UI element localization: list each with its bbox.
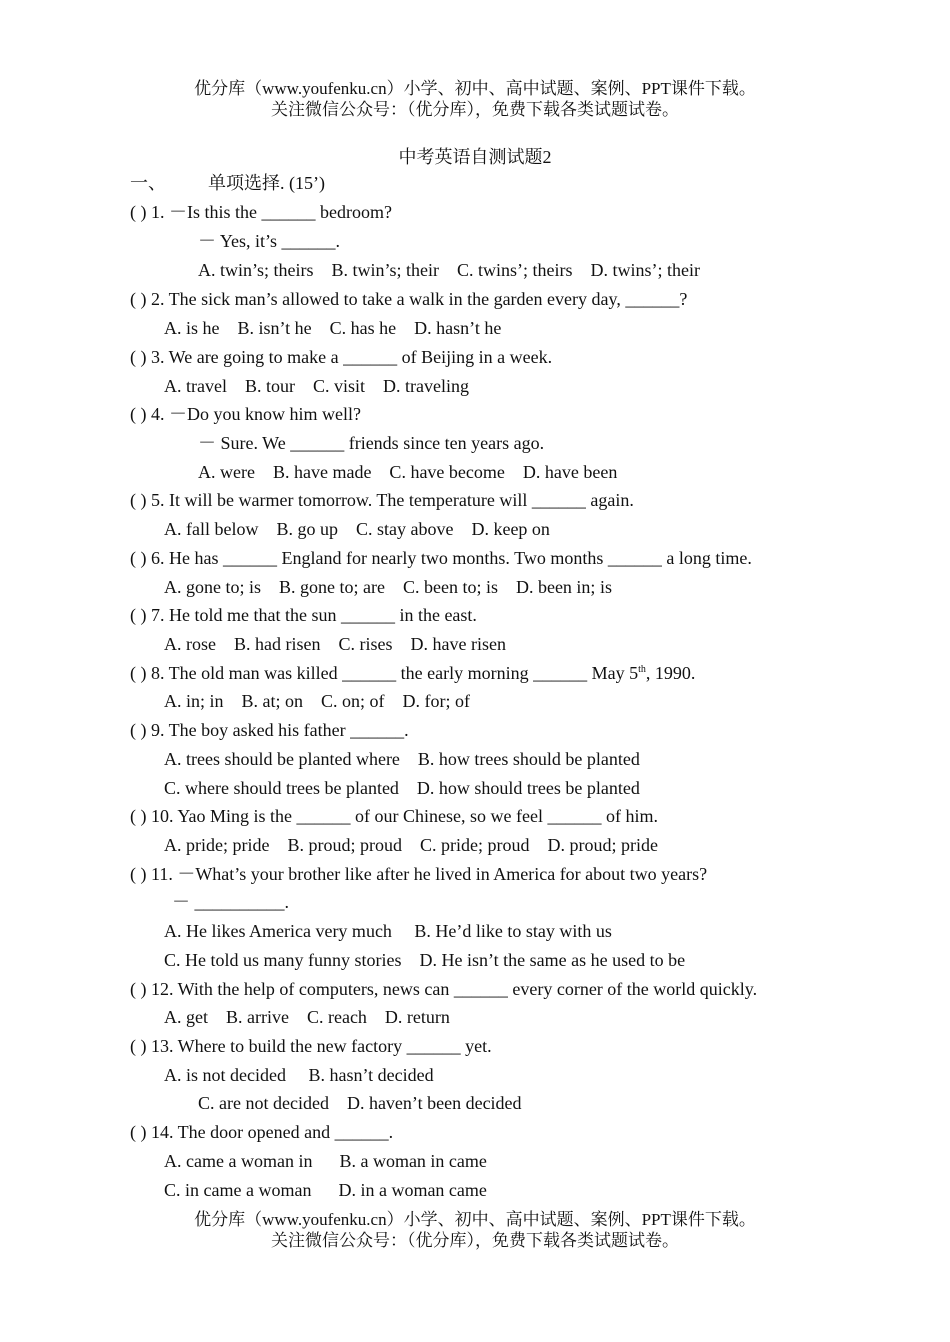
question-11-options: A. He likes America very much B. He’d like to stay with us	[164, 921, 612, 941]
question-12-options: A. get B. arrive C. reach D. return	[164, 1007, 450, 1027]
question-1-dialog: － Yes, it’s ______.	[198, 231, 341, 251]
section-number: 一、	[130, 173, 166, 193]
question-11-stem: ( ) 11. －What’s your brother like after he lived in America for about two years?	[130, 864, 708, 884]
question-4-dialog: － Sure. We ______ friends since ten years ago.	[198, 433, 545, 453]
question-9-options-2: C. where should trees be planted D. how should trees be planted	[164, 778, 640, 798]
question-7-options: A. rose B. had risen C. rises D. have risen	[164, 634, 506, 654]
question-11-dialog: － __________.	[172, 892, 289, 912]
question-12-stem: ( ) 12. With the help of computers, news can ______ every corner of the world quickly.	[130, 979, 758, 999]
question-10-stem: ( ) 10. Yao Ming is the ______ of our Chinese, so we feel ______ of him.	[130, 806, 658, 826]
question-6-stem: ( ) 6. He has ______ England for nearly two months. Two months ______ a long time.	[130, 548, 752, 568]
footer-line-2: 关注微信公众号：（优分库），免费下载各类试题试卷。	[271, 1231, 679, 1250]
page-title: 中考英语自测试题2	[398, 147, 552, 167]
question-9-stem: ( ) 9. The boy asked his father ______.	[130, 720, 409, 740]
question-5-stem: ( ) 5. It will be warmer tomorrow. The temperature will ______ again.	[130, 490, 634, 510]
question-14-options: A. came a woman in B. a woman in came	[164, 1151, 487, 1171]
question-4-options: A. were B. have made C. have become D. have been	[198, 462, 618, 482]
question-8-stem-main: ( ) 8. The old man was killed ______ the early morning ______ May 5	[130, 663, 639, 683]
question-8-stem-tail: , 1990.	[645, 663, 696, 683]
question-1-options: A. twin’s; theirs B. twin’s; their C. twins’; theirs D. twins’; their	[198, 260, 700, 280]
question-6-options: A. gone to; is B. gone to; are C. been to; is D. been in; is	[164, 577, 612, 597]
question-11-options-2: C. He told us many funny stories D. He isn’t the same as he used to be	[164, 950, 686, 970]
footer-line-1: 优分库（www.youfenku.cn）小学、初中、高中试题、案例、PPT课件下载。	[194, 1210, 756, 1229]
header-line-2: 关注微信公众号：（优分库），免费下载各类试题试卷。	[271, 100, 679, 119]
question-9-options: A. trees should be planted where B. how trees should be planted	[164, 749, 640, 769]
question-14-options-2: C. in came a woman D. in a woman came	[164, 1180, 487, 1200]
question-1-stem: ( ) 1. －Is this the ______ bedroom?	[130, 202, 392, 222]
header-line-1: 优分库（www.youfenku.cn）小学、初中、高中试题、案例、PPT课件下载。	[194, 79, 756, 98]
section-label: 单项选择. (15’)	[208, 173, 325, 193]
question-13-stem: ( ) 13. Where to build the new factory ______ yet.	[130, 1036, 492, 1056]
question-10-options: A. pride; pride B. proud; proud C. pride; proud D. proud; pride	[164, 835, 658, 855]
question-3-options: A. travel B. tour C. visit D. traveling	[164, 376, 469, 396]
question-8-stem	[130, 662, 695, 684]
question-2-stem: ( ) 2. The sick man’s allowed to take a walk in the garden every day, ______?	[130, 289, 688, 309]
question-8-superscript: th	[638, 664, 646, 675]
question-4-stem: ( ) 4. －Do you know him well?	[130, 404, 361, 424]
question-2-options: A. is he B. isn’t he C. has he D. hasn’t he	[164, 318, 502, 338]
question-13-options-2: C. are not decided D. haven’t been decided	[198, 1093, 522, 1113]
question-8-options: A. in; in B. at; on C. on; of D. for; of	[164, 691, 470, 711]
question-3-stem: ( ) 3. We are going to make a ______ of Beijing in a week.	[130, 347, 553, 367]
question-7-stem: ( ) 7. He told me that the sun ______ in the east.	[130, 605, 477, 625]
question-5-options: A. fall below B. go up C. stay above D. keep on	[164, 519, 550, 539]
question-14-stem: ( ) 14. The door opened and ______.	[130, 1122, 394, 1142]
question-13-options: A. is not decided B. hasn’t decided	[164, 1065, 434, 1085]
